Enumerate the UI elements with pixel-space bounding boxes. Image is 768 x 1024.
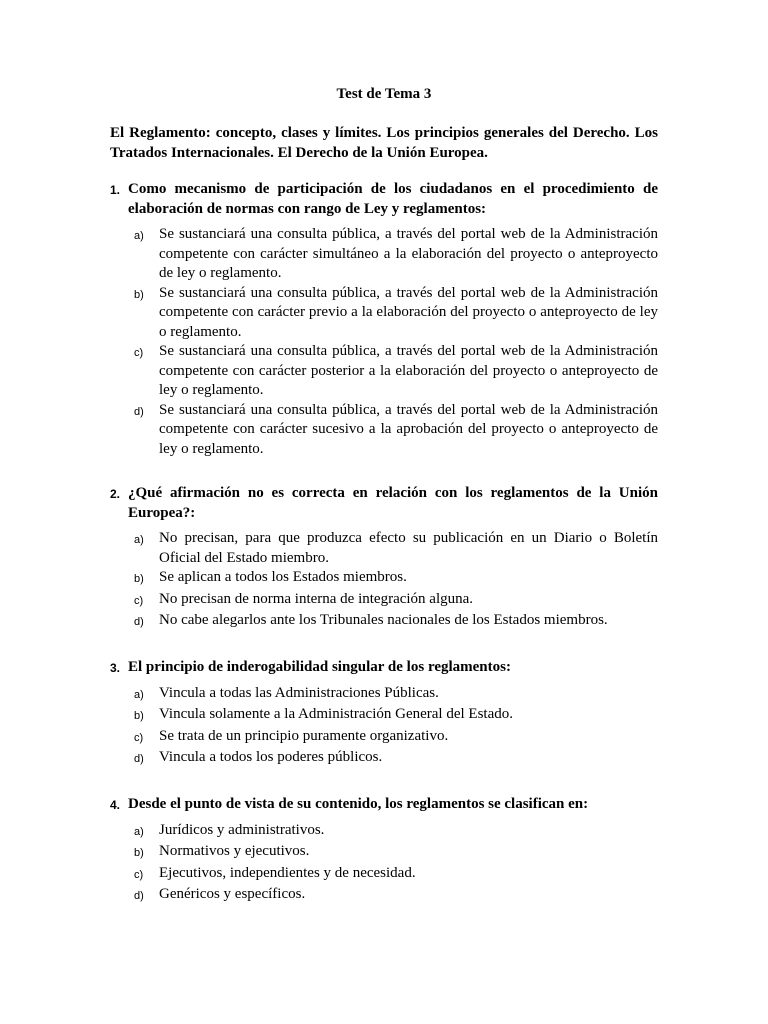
option-letter: a) xyxy=(134,534,144,546)
option-text: Se aplican a todos los Estados miembros. xyxy=(159,569,407,585)
option-list xyxy=(110,821,658,907)
option-letter: b) xyxy=(134,847,144,859)
option-letter: b) xyxy=(134,288,144,301)
option-c xyxy=(134,864,658,886)
option-letter: a) xyxy=(134,688,144,701)
question-1 xyxy=(110,179,658,459)
option-letter: d) xyxy=(134,890,144,902)
question-text: Desde el punto de vista de su contenido, los reglamentos se clasifican en: xyxy=(128,795,589,812)
option-letter: c) xyxy=(134,731,144,744)
option-list xyxy=(110,684,658,770)
question-2 xyxy=(110,483,658,633)
question-4 xyxy=(110,794,658,907)
option-letter: d) xyxy=(134,753,144,765)
question-number: 1. xyxy=(110,183,121,197)
option-b xyxy=(134,284,658,343)
question-3 xyxy=(110,657,658,770)
document-heading: El Reglamento: concepto, clases y límites. Los principios generales del Derecho. Los Tratados Internacionales. El Derecho de la Unión Europea. xyxy=(110,125,658,161)
option-text: Ejecutivos, independientes y de necesidad. xyxy=(159,864,416,881)
option-letter: a) xyxy=(134,230,144,242)
option-a xyxy=(134,529,658,568)
option-text: Se sustanciará una consulta pública, a través del portal web de la Administración competente con carácter posterior a la elaboración del proyecto o anteproyecto de ley o reglamento. xyxy=(159,343,658,398)
option-letter: c) xyxy=(134,868,144,881)
option-d xyxy=(134,611,658,633)
option-d xyxy=(134,748,658,770)
option-letter: c) xyxy=(134,347,144,359)
option-text: Se sustanciará una consulta pública, a través del portal web de la Administración competente con carácter simultáneo a la elaboración del proyecto o anteproyecto de ley o reglamento. xyxy=(159,226,658,281)
option-letter: b) xyxy=(134,573,144,585)
option-letter: d) xyxy=(134,616,144,628)
option-b xyxy=(134,705,658,727)
option-letter: d) xyxy=(134,405,144,418)
option-text: Vincula a todas las Administraciones Públicas. xyxy=(159,684,439,701)
option-text: Se sustanciará una consulta pública, a través del portal web de la Administración competente con carácter sucesivo a la aprobación del proyecto o anteproyecto de ley o reglamento. xyxy=(159,401,658,457)
option-letter: b) xyxy=(134,710,144,722)
question-stem xyxy=(110,179,658,219)
question-text: ¿Qué afirmación no es correcta en relación con los reglamentos de la Unión Europea?: xyxy=(128,485,658,521)
option-a xyxy=(134,684,658,706)
option-text: Normativos y ejecutivos. xyxy=(159,843,310,859)
document-page xyxy=(110,84,658,931)
option-c xyxy=(134,342,658,401)
option-list xyxy=(110,225,658,459)
option-text: Se sustanciará una consulta pública, a través del portal web de la Administración competente con carácter previo a la elaboración del proyecto o anteproyecto de ley o reglamento. xyxy=(159,284,658,340)
option-d xyxy=(134,885,658,907)
option-a xyxy=(134,225,658,284)
question-number: 3. xyxy=(110,660,121,675)
option-text: No precisan de norma interna de integración alguna. xyxy=(159,590,474,607)
option-letter: c) xyxy=(134,594,144,607)
option-b xyxy=(134,842,658,864)
option-text: No precisan, para que produzca efecto su publicación en un Diario o Boletín Oficial del Estado miembro. xyxy=(159,530,658,566)
option-b xyxy=(134,568,658,590)
question-text: Como mecanismo de participación de los ciudadanos en el procedimiento de elaboración de normas con rango de Ley y reglamentos: xyxy=(128,181,658,217)
option-letter: a) xyxy=(134,825,144,838)
option-d xyxy=(134,401,658,460)
option-text: Genéricos y específicos. xyxy=(159,886,306,902)
option-text: No cabe alegarlos ante los Tribunales nacionales de los Estados miembros. xyxy=(159,612,608,628)
option-text: Vincula a todos los poderes públicos. xyxy=(159,749,383,765)
question-stem xyxy=(110,794,658,815)
question-stem xyxy=(110,657,658,678)
option-a xyxy=(134,821,658,843)
question-number: 4. xyxy=(110,797,121,812)
option-text: Vincula solamente a la Administración General del Estado. xyxy=(159,706,513,722)
option-text: Jurídicos y administrativos. xyxy=(159,821,325,838)
question-text: El principio de inderogabilidad singular de los reglamentos: xyxy=(128,658,511,675)
option-list xyxy=(110,529,658,633)
option-c xyxy=(134,727,658,749)
document-title: Test de Tema 3 xyxy=(336,86,432,102)
question-number: 2. xyxy=(110,487,121,501)
option-text: Se trata de un principio puramente organizativo. xyxy=(159,727,449,744)
option-c xyxy=(134,590,658,612)
question-stem xyxy=(110,483,658,523)
